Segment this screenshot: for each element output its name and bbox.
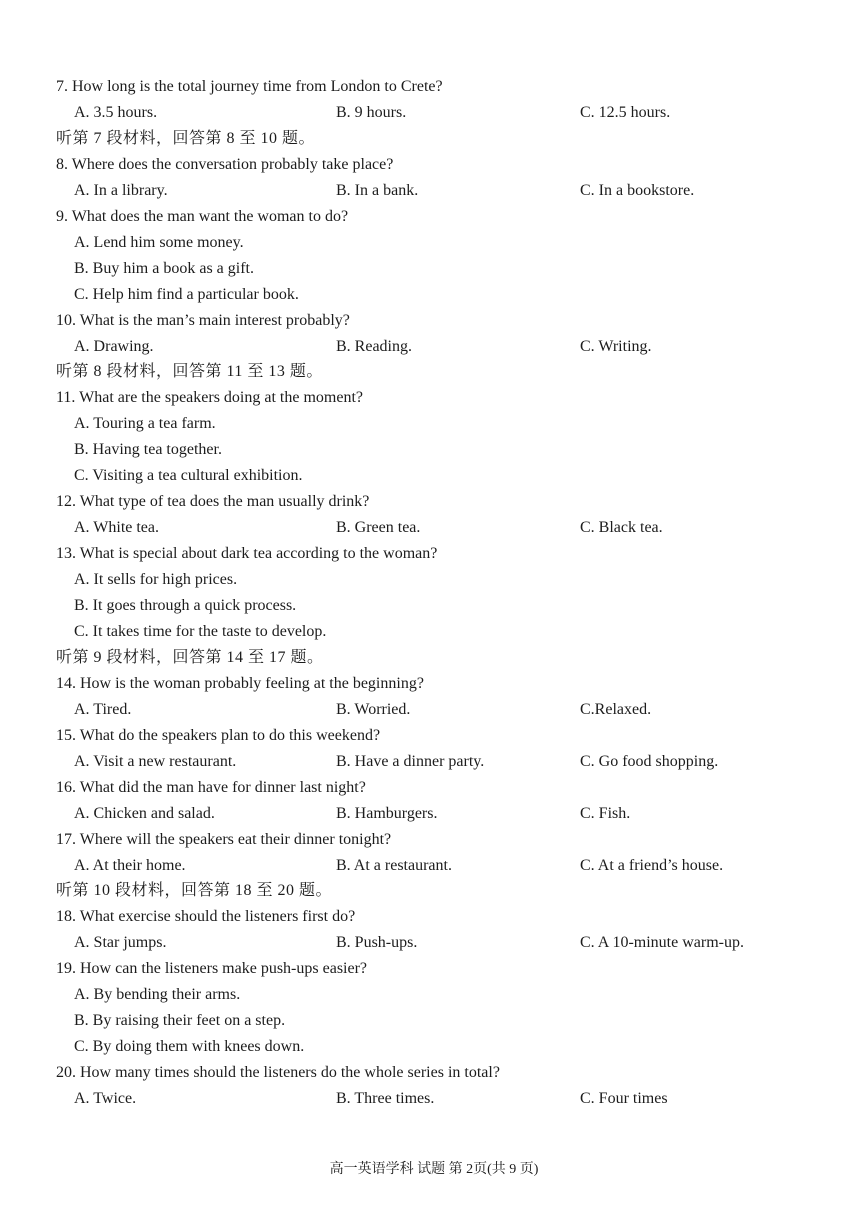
question-text: 17. Where will the speakers eat their dinner tonight? (56, 830, 392, 848)
option-line (0, 230, 868, 256)
option-text: A. By bending their arms. (74, 986, 241, 1004)
section-instruction: 听第 10 段材料，回答第 18 至 20 题。 (56, 882, 333, 900)
option-b: B. Push-ups. (336, 934, 418, 952)
question-text: 9. What does the man want the woman to do? (56, 207, 349, 225)
question-text: 18. What exercise should the listeners first do? (56, 908, 356, 926)
question-text: 15. What do the speakers plan to do this weekend? (56, 726, 381, 744)
option-b: B. In a bank. (336, 181, 419, 199)
question-line (0, 956, 868, 982)
option-c: C. At a friend’s house. (580, 856, 724, 874)
option-a: A. In a library. (74, 181, 168, 199)
option-c: C. In a bookstore. (580, 181, 695, 199)
question-text: 11. What are the speakers doing at the moment? (56, 389, 364, 407)
option-c: C. A 10-minute warm-up. (580, 934, 744, 952)
option-c: C. Go food shopping. (580, 752, 719, 770)
option-c: C.Relaxed. (580, 700, 652, 718)
option-line (0, 463, 868, 489)
option-b: B. Reading. (336, 337, 412, 355)
option-b: B. Green tea. (336, 519, 421, 537)
question-line (0, 775, 868, 801)
question-text: 12. What type of tea does the man usually drink? (56, 493, 370, 511)
section-instruction: 听第 7 段材料，回答第 8 至 10 题。 (56, 129, 316, 147)
options-row (0, 178, 868, 204)
option-text: B. It goes through a quick process. (74, 597, 297, 614)
question-text: 16. What did the man have for dinner last night? (56, 778, 366, 796)
section-instruction-line (0, 878, 868, 904)
question-line (0, 723, 868, 749)
options-row (0, 515, 868, 541)
question-text: 19. How can the listeners make push-ups easier? (56, 960, 368, 978)
option-c: C. Four times (580, 1090, 668, 1108)
question-line (0, 204, 868, 230)
options-row (0, 100, 868, 126)
option-c: C. Black tea. (580, 519, 663, 537)
question-text: 7. How long is the total journey time from London to Crete? (56, 78, 443, 95)
section-instruction: 听第 8 段材料，回答第 11 至 13 题。 (56, 363, 323, 381)
question-line (0, 152, 868, 178)
option-text: C. It takes time for the taste to develop. (74, 622, 327, 640)
options-row (0, 334, 868, 360)
section-instruction-line (0, 359, 868, 385)
option-text: A. Lend him some money. (74, 233, 244, 251)
option-b: B. At a restaurant. (336, 856, 452, 874)
option-b: B. Have a dinner party. (336, 752, 485, 770)
option-text: C. Visiting a tea cultural exhibition. (74, 467, 303, 485)
option-a: A. At their home. (74, 856, 186, 874)
question-line (0, 74, 868, 100)
question-line (0, 308, 868, 334)
question-text: 8. Where does the conversation probably take place? (56, 155, 394, 173)
option-a: A. Visit a new restaurant. (74, 752, 237, 770)
option-text: A. It sells for high prices. (74, 571, 238, 589)
option-line (0, 282, 868, 308)
question-text: 10. What is the man’s main interest probably? (56, 311, 350, 329)
option-line (0, 437, 868, 463)
option-b: B. Worried. (336, 700, 411, 718)
option-line (0, 256, 868, 282)
option-a: A. Twice. (74, 1090, 137, 1108)
option-a: A. Chicken and salad. (74, 804, 215, 822)
option-c: C. Fish. (580, 804, 631, 822)
question-line (0, 385, 868, 411)
option-a: A. Star jumps. (74, 934, 167, 952)
option-text: B. Having tea together. (74, 441, 222, 459)
question-line (0, 1060, 868, 1086)
section-instruction: 听第 9 段材料，回答第 14 至 17 题。 (56, 648, 324, 666)
option-text: A. Touring a tea farm. (74, 415, 216, 433)
option-text: B. By raising their feet on a step. (74, 1012, 286, 1030)
option-b: B. 9 hours. (336, 103, 407, 121)
page-footer: 高一英语学科 试题 第 2页(共 9 页) (329, 1162, 539, 1177)
question-line (0, 671, 868, 697)
option-c: C. Writing. (580, 337, 652, 355)
option-line (0, 1008, 868, 1034)
options-row (0, 1086, 868, 1112)
question-line (0, 827, 868, 853)
option-a: A. Tired. (74, 700, 132, 718)
option-a: A. 3.5 hours. (74, 103, 158, 121)
option-line (0, 567, 868, 593)
section-instruction-line (0, 645, 868, 671)
options-row (0, 801, 868, 827)
question-text: 20. How many times should the listeners do the whole series in total? (56, 1064, 500, 1082)
question-text: 14. How is the woman probably feeling at the beginning? (56, 674, 424, 692)
option-a: A. White tea. (74, 519, 160, 537)
options-row (0, 930, 868, 956)
option-text: B. Buy him a book as a gift. (74, 259, 254, 277)
options-row (0, 697, 868, 723)
option-b: B. Three times. (336, 1090, 435, 1108)
option-text: C. By doing them with knees down. (74, 1038, 305, 1056)
question-line (0, 904, 868, 930)
option-line (0, 619, 868, 645)
options-row (0, 749, 868, 775)
option-text: C. Help him find a particular book. (74, 285, 299, 303)
option-b: B. Hamburgers. (336, 804, 438, 822)
option-c: C. 12.5 hours. (580, 103, 671, 121)
option-line (0, 593, 868, 619)
option-a: A. Drawing. (74, 337, 154, 355)
question-line (0, 489, 868, 515)
option-line (0, 411, 868, 437)
question-text: 13. What is special about dark tea according to the woman? (56, 545, 438, 563)
option-line (0, 982, 868, 1008)
section-instruction-line (0, 126, 868, 152)
question-line (0, 541, 868, 567)
option-line (0, 1034, 868, 1060)
options-row (0, 853, 868, 879)
